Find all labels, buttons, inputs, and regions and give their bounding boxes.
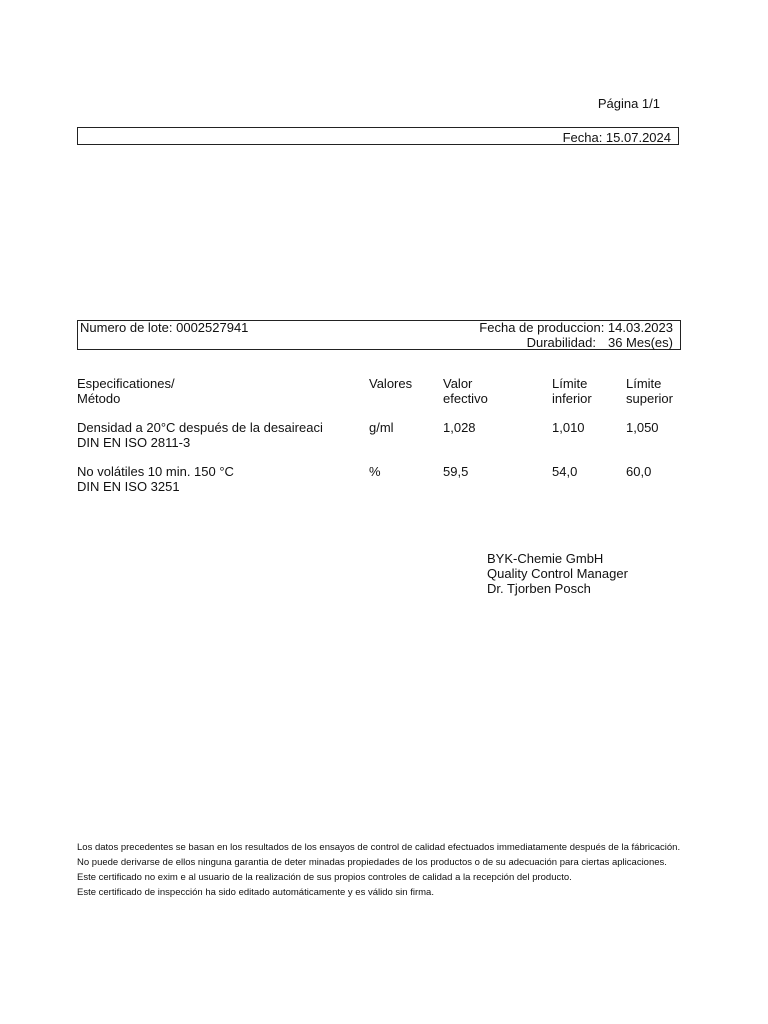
table-row-spec [77,464,367,494]
header-spec-line1: Especificationes/ [77,376,175,391]
header-value-line1: Valor [443,376,473,391]
row-spec-name: Densidad a 20°C después de la desaireaci [77,420,323,435]
header-spec [77,376,367,406]
durability-value: 36 Mes(es) [607,335,673,350]
lot-number: Numero de lote: 0002527941 [80,320,249,335]
durability-line [479,335,673,350]
page-number: Página 1/1 [597,96,660,111]
signature-company: BYK-Chemie GmbH [487,551,604,566]
header-max [626,376,696,406]
certificate-date: Fecha: 15.07.2024 [562,130,671,145]
row-max: 1,050 [626,420,659,435]
row-max: 60,0 [626,464,652,479]
signature-block [487,551,628,596]
date-box [77,127,679,145]
footer-disclaimer [77,840,681,900]
row-min: 54,0 [552,464,578,479]
row-value: 59,5 [443,464,469,479]
production-date: Fecha de produccion: 14.03.2023 [479,320,673,335]
lot-info-box [77,320,681,350]
header-spec-line2: Método [77,391,121,406]
table-row-spec [77,420,367,450]
header-value [443,376,543,406]
row-min: 1,010 [552,420,585,435]
disclaimer-text: Los datos precedentes se basan en los resultados de los ensayos de control de calidad efectuados immediatamente después de la fábricación. No puede derivarse de ellos ninguna garantia de deter minadas propiedades de los productos o de su adecuación para ciertas aplicaciones. Este certificado no exim e al usuario de la realización de sus propios controles de calidad a la recepción del producto. [77,842,681,883]
header-value-line2: efectivo [443,391,488,406]
row-spec-name: No volátiles 10 min. 150 °C [77,464,234,479]
signature-name: Dr. Tjorben Posch [487,581,591,596]
row-spec-method: DIN EN ISO 3251 [77,479,180,494]
header-max-line1: Límite [626,376,662,391]
header-max-line2: superior [626,391,673,406]
header-min-line2: inferior [552,391,592,406]
durability-label: Durabilidad: [526,335,596,350]
row-spec-method: DIN EN ISO 2811-3 [77,435,191,450]
lot-dates [479,320,673,350]
row-unit: g/ml [369,420,394,435]
row-value: 1,028 [443,420,476,435]
row-unit: % [369,464,381,479]
header-unit: Valores [369,376,413,391]
auto-generated-note: Este certificado de inspección ha sido editado automáticamente y es válido sin firma. [77,887,434,898]
header-min [552,376,622,406]
header-min-line1: Límite [552,376,588,391]
signature-role: Quality Control Manager [487,566,628,581]
